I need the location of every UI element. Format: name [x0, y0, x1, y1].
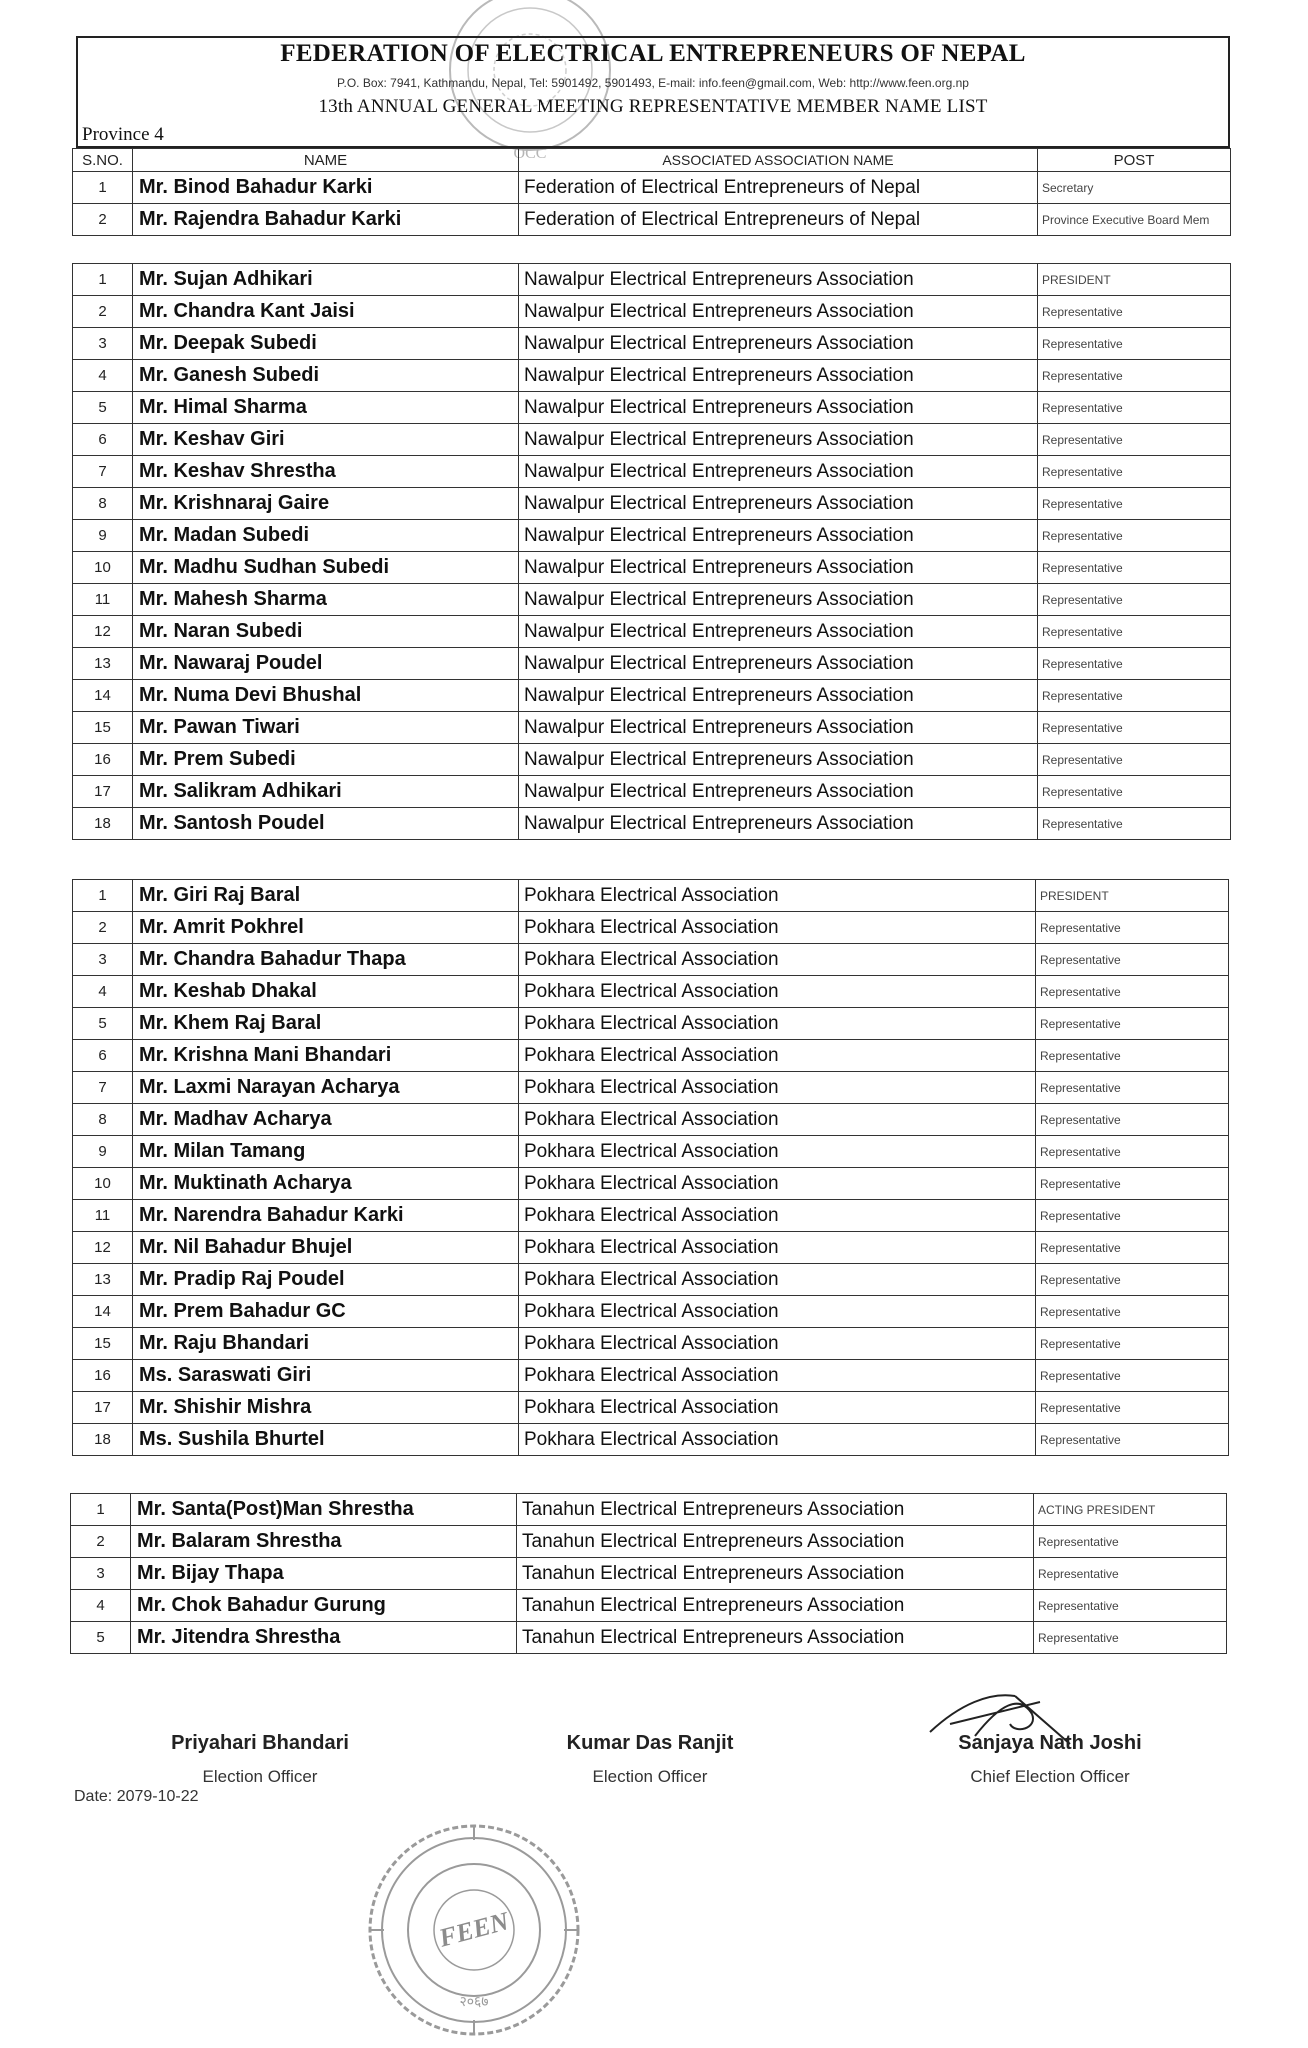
contact-line: P.O. Box: 7941, Kathmandu, Nepal, Tel: 5901492, 5901493, E-mail: info.feen@gmail.com, Web: http://www.feen.org.np: [337, 76, 969, 90]
cell-association: Nawalpur Electrical Entrepreneurs Association: [519, 328, 1038, 360]
table-row: [73, 1040, 1229, 1072]
cell-name: Mr. Keshav Giri: [133, 424, 519, 456]
column-header-name: NAME: [133, 149, 519, 172]
cell-post: Representative: [1036, 1232, 1229, 1264]
cell-post: Representative: [1036, 1200, 1229, 1232]
document-header: [76, 36, 1230, 148]
cell-name: Mr. Madhav Acharya: [133, 1104, 519, 1136]
cell-post: Representative: [1036, 1296, 1229, 1328]
cell-post: Representative: [1034, 1622, 1227, 1654]
cell-post: Representative: [1034, 1558, 1227, 1590]
table-row: [73, 680, 1231, 712]
cell-association: Nawalpur Electrical Entrepreneurs Association: [519, 296, 1038, 328]
cell-association: Nawalpur Electrical Entrepreneurs Association: [519, 392, 1038, 424]
cell-name: Mr. Keshab Dhakal: [133, 976, 519, 1008]
table-row: [73, 744, 1231, 776]
cell-post: Representative: [1038, 424, 1231, 456]
member-table-tanahun: [70, 1493, 1227, 1654]
cell-name: Mr. Bijay Thapa: [131, 1558, 517, 1590]
cell-sno: 14: [73, 680, 133, 712]
cell-association: Nawalpur Electrical Entrepreneurs Association: [519, 616, 1038, 648]
cell-association: Pokhara Electrical Association: [519, 1264, 1036, 1296]
seal-text: FEEN: [435, 1906, 512, 1953]
cell-association: Pokhara Electrical Association: [519, 1008, 1036, 1040]
table-row: [73, 712, 1231, 744]
cell-association: Pokhara Electrical Association: [519, 1232, 1036, 1264]
cell-association: Federation of Electrical Entrepreneurs of Nepal: [519, 172, 1038, 204]
member-table-nawalpur: [72, 263, 1231, 840]
cell-post: PRESIDENT: [1038, 264, 1231, 296]
cell-sno: 8: [73, 488, 133, 520]
cell-name: Mr. Numa Devi Bhushal: [133, 680, 519, 712]
cell-name: Ms. Sushila Bhurtel: [133, 1424, 519, 1456]
cell-sno: 7: [73, 1072, 133, 1104]
table-row: [71, 1558, 1227, 1590]
table-row: [71, 1590, 1227, 1622]
cell-association: Federation of Electrical Entrepreneurs of Nepal: [519, 204, 1038, 236]
cell-post: PRESIDENT: [1036, 880, 1229, 912]
signatory-name: Priyahari Bhandari: [171, 1732, 349, 1754]
cell-association: Nawalpur Electrical Entrepreneurs Association: [519, 520, 1038, 552]
cell-association: Pokhara Electrical Association: [519, 1360, 1036, 1392]
cell-name: Mr. Chandra Kant Jaisi: [133, 296, 519, 328]
signatory-role: Election Officer: [202, 1767, 318, 1786]
table-row: [73, 204, 1231, 236]
table-row: [73, 488, 1231, 520]
cell-name: Mr. Laxmi Narayan Acharya: [133, 1072, 519, 1104]
table-row: [73, 648, 1231, 680]
cell-name: Mr. Shishir Mishra: [133, 1392, 519, 1424]
cell-post: Representative: [1038, 552, 1231, 584]
table-row: [73, 912, 1229, 944]
cell-sno: 1: [71, 1494, 131, 1526]
signature-block-1: [140, 1732, 380, 1787]
cell-sno: 16: [73, 744, 133, 776]
cell-post: Representative: [1038, 776, 1231, 808]
cell-association: Tanahun Electrical Entrepreneurs Association: [517, 1558, 1034, 1590]
cell-name: Mr. Ganesh Subedi: [133, 360, 519, 392]
table-row: [73, 880, 1229, 912]
cell-name: Mr. Keshav Shrestha: [133, 456, 519, 488]
cell-sno: 4: [73, 976, 133, 1008]
cell-name: Ms. Saraswati Giri: [133, 1360, 519, 1392]
cell-post: Representative: [1038, 712, 1231, 744]
table-header-row: [73, 149, 1231, 172]
cell-post: Representative: [1036, 1136, 1229, 1168]
cell-sno: 2: [73, 296, 133, 328]
table-row: [73, 424, 1231, 456]
cell-association: Pokhara Electrical Association: [519, 976, 1036, 1008]
cell-name: Mr. Khem Raj Baral: [133, 1008, 519, 1040]
table-row: [73, 976, 1229, 1008]
cell-sno: 4: [71, 1590, 131, 1622]
member-table-federation: [72, 148, 1231, 236]
table-row: [73, 360, 1231, 392]
cell-sno: 2: [73, 912, 133, 944]
cell-association: Nawalpur Electrical Entrepreneurs Association: [519, 648, 1038, 680]
cell-post: Representative: [1036, 1168, 1229, 1200]
cell-post: Province Executive Board Mem: [1038, 204, 1231, 236]
cell-post: Secretary: [1038, 172, 1231, 204]
cell-post: Representative: [1038, 360, 1231, 392]
cell-name: Mr. Madhu Sudhan Subedi: [133, 552, 519, 584]
cell-post: Representative: [1038, 680, 1231, 712]
cell-sno: 10: [73, 552, 133, 584]
cell-sno: 3: [73, 944, 133, 976]
cell-association: Tanahun Electrical Entrepreneurs Association: [517, 1494, 1034, 1526]
signatory-name: Kumar Das Ranjit: [566, 1732, 734, 1754]
table-row: [73, 1328, 1229, 1360]
column-header-association: ASSOCIATED ASSOCIATION NAME: [519, 149, 1038, 172]
cell-post: Representative: [1038, 584, 1231, 616]
cell-association: Nawalpur Electrical Entrepreneurs Association: [519, 712, 1038, 744]
column-header-sno: S.NO.: [73, 149, 133, 172]
table-row: [73, 520, 1231, 552]
signature-block-3: [900, 1732, 1200, 1787]
cell-sno: 9: [73, 520, 133, 552]
cell-sno: 18: [73, 808, 133, 840]
table-row: [71, 1622, 1227, 1654]
cell-sno: 11: [73, 584, 133, 616]
cell-association: Pokhara Electrical Association: [519, 1136, 1036, 1168]
cell-post: Representative: [1038, 520, 1231, 552]
cell-sno: 7: [73, 456, 133, 488]
table-row: [73, 296, 1231, 328]
cell-association: Nawalpur Electrical Entrepreneurs Association: [519, 360, 1038, 392]
cell-association: Pokhara Electrical Association: [519, 1392, 1036, 1424]
cell-association: Pokhara Electrical Association: [519, 1104, 1036, 1136]
table-row: [73, 808, 1231, 840]
cell-name: Mr. Jitendra Shrestha: [131, 1622, 517, 1654]
cell-sno: 13: [73, 1264, 133, 1296]
document-title: FEDERATION OF ELECTRICAL ENTREPRENEURS OF NEPAL: [280, 40, 1026, 67]
cell-association: Pokhara Electrical Association: [519, 1200, 1036, 1232]
table-row: [73, 456, 1231, 488]
signatory-role: Chief Election Officer: [970, 1767, 1130, 1786]
table-row: [73, 172, 1231, 204]
cell-name: Mr. Muktinath Acharya: [133, 1168, 519, 1200]
cell-name: Mr. Prem Subedi: [133, 744, 519, 776]
cell-association: Nawalpur Electrical Entrepreneurs Association: [519, 552, 1038, 584]
cell-name: Mr. Pradip Raj Poudel: [133, 1264, 519, 1296]
cell-sno: 2: [71, 1526, 131, 1558]
cell-association: Pokhara Electrical Association: [519, 1424, 1036, 1456]
table-row: [73, 1200, 1229, 1232]
cell-post: Representative: [1036, 1424, 1229, 1456]
cell-association: Tanahun Electrical Entrepreneurs Association: [517, 1590, 1034, 1622]
cell-name: Mr. Chok Bahadur Gurung: [131, 1590, 517, 1622]
table-row: [73, 1264, 1229, 1296]
cell-name: Mr. Pawan Tiwari: [133, 712, 519, 744]
table-row: [73, 776, 1231, 808]
table-row: [73, 616, 1231, 648]
cell-association: Nawalpur Electrical Entrepreneurs Association: [519, 264, 1038, 296]
cell-name: Mr. Deepak Subedi: [133, 328, 519, 360]
cell-name: Mr. Sujan Adhikari: [133, 264, 519, 296]
cell-association: Pokhara Electrical Association: [519, 912, 1036, 944]
cell-name: Mr. Binod Bahadur Karki: [133, 172, 519, 204]
cell-name: Mr. Prem Bahadur GC: [133, 1296, 519, 1328]
cell-association: Pokhara Electrical Association: [519, 1040, 1036, 1072]
cell-name: Mr. Raju Bhandari: [133, 1328, 519, 1360]
cell-association: Pokhara Electrical Association: [519, 1072, 1036, 1104]
cell-post: Representative: [1036, 1360, 1229, 1392]
cell-sno: 10: [73, 1168, 133, 1200]
cell-name: Mr. Balaram Shrestha: [131, 1526, 517, 1558]
cell-name: Mr. Santa(Post)Man Shrestha: [131, 1494, 517, 1526]
cell-name: Mr. Krishna Mani Bhandari: [133, 1040, 519, 1072]
cell-association: Nawalpur Electrical Entrepreneurs Association: [519, 680, 1038, 712]
table-row: [73, 944, 1229, 976]
signature-block-2: [530, 1732, 770, 1787]
cell-sno: 16: [73, 1360, 133, 1392]
cell-name: Mr. Krishnaraj Gaire: [133, 488, 519, 520]
cell-name: Mr. Naran Subedi: [133, 616, 519, 648]
cell-name: Mr. Madan Subedi: [133, 520, 519, 552]
cell-post: Representative: [1038, 328, 1231, 360]
table-row: [73, 1424, 1229, 1456]
table-row: [73, 328, 1231, 360]
cell-association: Nawalpur Electrical Entrepreneurs Association: [519, 456, 1038, 488]
cell-post: Representative: [1036, 1264, 1229, 1296]
table-row: [73, 584, 1231, 616]
cell-post: Representative: [1036, 976, 1229, 1008]
cell-post: Representative: [1038, 648, 1231, 680]
signatory-name: Sanjaya Nath Joshi: [958, 1732, 1142, 1754]
table-row: [73, 1168, 1229, 1200]
cell-association: Pokhara Electrical Association: [519, 1328, 1036, 1360]
cell-post: Representative: [1036, 1008, 1229, 1040]
cell-sno: 1: [73, 264, 133, 296]
cell-sno: 17: [73, 776, 133, 808]
cell-sno: 15: [73, 712, 133, 744]
cell-sno: 3: [73, 328, 133, 360]
cell-sno: 9: [73, 1136, 133, 1168]
bottom-seal: [364, 1820, 584, 2040]
cell-sno: 11: [73, 1200, 133, 1232]
signatory-role: Election Officer: [592, 1767, 708, 1786]
cell-name: Mr. Giri Raj Baral: [133, 880, 519, 912]
cell-sno: 6: [73, 424, 133, 456]
cell-name: Mr. Nawaraj Poudel: [133, 648, 519, 680]
cell-sno: 6: [73, 1040, 133, 1072]
cell-post: Representative: [1038, 456, 1231, 488]
cell-name: Mr. Chandra Bahadur Thapa: [133, 944, 519, 976]
table-row: [73, 392, 1231, 424]
cell-sno: 17: [73, 1392, 133, 1424]
cell-sno: 14: [73, 1296, 133, 1328]
cell-association: Pokhara Electrical Association: [519, 944, 1036, 976]
table-row: [73, 1296, 1229, 1328]
table-row: [73, 264, 1231, 296]
cell-association: Pokhara Electrical Association: [519, 1296, 1036, 1328]
province-label: Province 4: [82, 124, 164, 145]
cell-association: Tanahun Electrical Entrepreneurs Association: [517, 1526, 1034, 1558]
cell-sno: 3: [71, 1558, 131, 1590]
cell-name: Mr. Salikram Adhikari: [133, 776, 519, 808]
table-row: [73, 1104, 1229, 1136]
cell-name: Mr. Santosh Poudel: [133, 808, 519, 840]
top-stamp-text: OCC: [513, 145, 547, 162]
cell-post: Representative: [1036, 912, 1229, 944]
cell-name: Mr. Milan Tamang: [133, 1136, 519, 1168]
cell-post: Representative: [1034, 1590, 1227, 1622]
cell-post: Representative: [1038, 488, 1231, 520]
cell-name: Mr. Narendra Bahadur Karki: [133, 1200, 519, 1232]
cell-name: Mr. Nil Bahadur Bhujel: [133, 1232, 519, 1264]
cell-post: Representative: [1036, 1104, 1229, 1136]
cell-name: Mr. Himal Sharma: [133, 392, 519, 424]
cell-association: Nawalpur Electrical Entrepreneurs Association: [519, 488, 1038, 520]
cell-sno: 18: [73, 1424, 133, 1456]
cell-association: Nawalpur Electrical Entrepreneurs Association: [519, 424, 1038, 456]
table-row: [73, 552, 1231, 584]
cell-sno: 1: [73, 172, 133, 204]
cell-post: Representative: [1036, 1040, 1229, 1072]
cell-post: Representative: [1038, 392, 1231, 424]
cell-sno: 1: [73, 880, 133, 912]
cell-sno: 13: [73, 648, 133, 680]
cell-post: Representative: [1036, 1328, 1229, 1360]
cell-name: Mr. Amrit Pokhrel: [133, 912, 519, 944]
document-subtitle: 13th ANNUAL GENERAL MEETING REPRESENTATIVE MEMBER NAME LIST: [318, 96, 988, 117]
cell-sno: 4: [73, 360, 133, 392]
cell-association: Pokhara Electrical Association: [519, 1168, 1036, 1200]
cell-sno: 5: [71, 1622, 131, 1654]
cell-association: Nawalpur Electrical Entrepreneurs Association: [519, 584, 1038, 616]
cell-name: Mr. Mahesh Sharma: [133, 584, 519, 616]
cell-sno: 2: [73, 204, 133, 236]
cell-name: Mr. Rajendra Bahadur Karki: [133, 204, 519, 236]
table-row: [73, 1392, 1229, 1424]
cell-post: Representative: [1036, 1072, 1229, 1104]
table-row: [71, 1494, 1227, 1526]
cell-post: Representative: [1036, 1392, 1229, 1424]
cell-post: Representative: [1038, 616, 1231, 648]
cell-sno: 15: [73, 1328, 133, 1360]
cell-post: Representative: [1038, 808, 1231, 840]
cell-association: Tanahun Electrical Entrepreneurs Association: [517, 1622, 1034, 1654]
member-table-pokhara: [72, 879, 1229, 1456]
cell-association: Nawalpur Electrical Entrepreneurs Association: [519, 808, 1038, 840]
cell-association: Nawalpur Electrical Entrepreneurs Association: [519, 776, 1038, 808]
table-row: [73, 1232, 1229, 1264]
document-date: Date: 2079-10-22: [74, 1788, 199, 1805]
column-header-post: POST: [1038, 149, 1231, 172]
cell-sno: 5: [73, 1008, 133, 1040]
cell-sno: 12: [73, 1232, 133, 1264]
cell-sno: 5: [73, 392, 133, 424]
table-row: [73, 1360, 1229, 1392]
table-row: [73, 1072, 1229, 1104]
cell-post: Representative: [1038, 744, 1231, 776]
cell-sno: 8: [73, 1104, 133, 1136]
cell-association: Pokhara Electrical Association: [519, 880, 1036, 912]
table-row: [73, 1136, 1229, 1168]
seal-year: २०६७: [459, 1994, 489, 2010]
cell-post: ACTING PRESIDENT: [1034, 1494, 1227, 1526]
table-row: [73, 1008, 1229, 1040]
cell-post: Representative: [1036, 944, 1229, 976]
cell-post: Representative: [1038, 296, 1231, 328]
table-row: [71, 1526, 1227, 1558]
cell-post: Representative: [1034, 1526, 1227, 1558]
cell-association: Nawalpur Electrical Entrepreneurs Association: [519, 744, 1038, 776]
cell-sno: 12: [73, 616, 133, 648]
